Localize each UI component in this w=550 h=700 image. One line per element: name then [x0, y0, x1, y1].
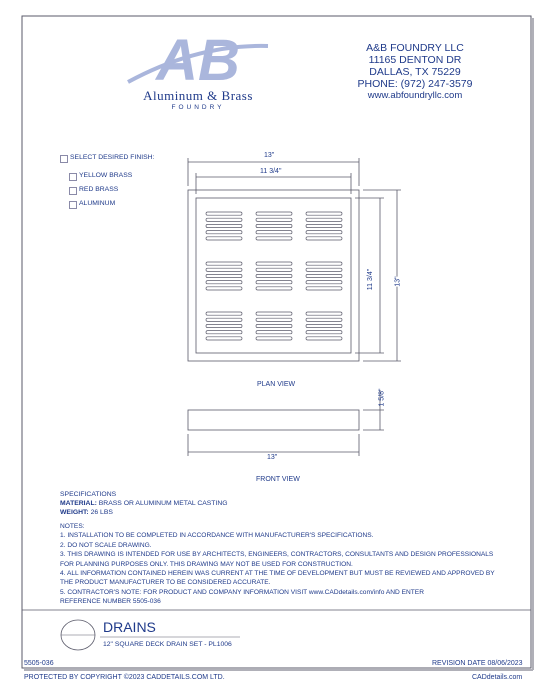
drain-slot — [306, 262, 342, 265]
drain-slot — [306, 318, 342, 321]
plan-inner-width-label: 11 3/4" — [260, 168, 282, 175]
drain-slot — [306, 324, 342, 327]
logo-monogram: AB — [156, 28, 240, 93]
drain-slot — [206, 224, 242, 227]
finish-red-brass-checkbox[interactable] — [69, 187, 77, 195]
plan-overall-height-label: 13" — [394, 276, 402, 287]
drawing-number: 5505-036 — [24, 660, 54, 667]
drain-slot — [256, 287, 292, 290]
logo-name: Aluminum & Brass — [143, 88, 253, 103]
note-line: 1. INSTALLATION TO BE COMPLETED IN ACCORDANCE WITH MANUFACTURER'S SPECIFICATIONS. — [60, 532, 374, 540]
finish-heading: SELECT DESIRED FINISH: — [70, 154, 155, 161]
spec-heading: SPECIFICATIONS — [60, 491, 117, 498]
note-line: THE PRODUCT MANUFACTURER TO BE CONSIDERED ACCURATE. — [60, 579, 271, 587]
drawing-title: DRAINS — [103, 619, 156, 635]
finish-option-red-brass: RED BRASS — [79, 186, 119, 193]
drain-slot — [206, 262, 242, 265]
company-website[interactable]: www.abfoundryllc.com — [367, 90, 463, 101]
drain-slot — [256, 224, 292, 227]
drain-slot — [206, 324, 242, 327]
drain-slot — [306, 337, 342, 340]
plan-view-label: PLAN VIEW — [257, 381, 296, 388]
drain-slot — [206, 331, 242, 334]
drain-slot — [306, 331, 342, 334]
drain-slot — [206, 274, 242, 277]
drain-slot — [306, 218, 342, 221]
company-name: A&B FOUNDRY LLC — [366, 42, 464, 54]
drain-slot — [206, 312, 242, 315]
drawing-subtitle: 12" SQUARE DECK DRAIN SET - PL1006 — [103, 641, 232, 648]
spec-weight-value: 26 LBS — [90, 509, 113, 516]
finish-option-yellow-brass: YELLOW BRASS — [79, 172, 133, 179]
drain-slot — [306, 268, 342, 271]
drain-slot — [206, 281, 242, 284]
drain-slot — [256, 218, 292, 221]
drain-slot — [256, 231, 292, 234]
drain-slot — [256, 318, 292, 321]
company-phone: PHONE: (972) 247-3579 — [357, 78, 473, 90]
drain-slot — [256, 212, 292, 215]
drain-slot — [206, 337, 242, 340]
front-view-label: FRONT VIEW — [256, 476, 300, 483]
drain-slot — [206, 218, 242, 221]
finish-yellow-brass-checkbox[interactable] — [69, 173, 77, 181]
specifications — [60, 490, 228, 517]
finish-heading-checkbox[interactable] — [60, 155, 68, 163]
drain-slots — [206, 212, 342, 340]
copyright-notice: PROTECTED BY COPYRIGHT ©2023 CADDETAILS.COM LTD. — [24, 674, 225, 681]
company-info — [340, 42, 490, 102]
drain-slot — [256, 331, 292, 334]
revision-date: REVISION DATE 08/06/2023 — [432, 660, 523, 667]
note-line: 5. CONTRACTOR'S NOTE: FOR PRODUCT AND COMPANY INFORMATION VISIT www.CADdetails.com/info AND ENTER — [60, 588, 424, 596]
drain-slot — [206, 268, 242, 271]
drain-slot — [306, 274, 342, 277]
notes-heading: NOTES: — [60, 523, 85, 530]
note-line: REFERENCE NUMBER 5505-036 — [60, 598, 161, 606]
drain-slot — [306, 281, 342, 284]
drain-slot — [256, 274, 292, 277]
drain-slot — [256, 312, 292, 315]
drain-slot — [306, 231, 342, 234]
spec-weight-label: WEIGHT: — [60, 509, 89, 516]
front-view-drawing — [188, 390, 384, 456]
note-line: FOR PLANNING PURPOSES ONLY. THIS DRAWING MAY NOT BE USED FOR CONSTRUCTION. — [60, 560, 353, 568]
drain-slot — [206, 212, 242, 215]
plan-overall-width-label: 13" — [264, 152, 275, 159]
note-line: 4. ALL INFORMATION CONTAINED HEREIN WAS CURRENT AT THE TIME OF DEVELOPMENT BUT MUST BE REVIEWED AND APPROVED BY — [60, 570, 495, 578]
notes — [60, 522, 495, 607]
plan-inner-height-label: 11 3/4" — [367, 268, 375, 291]
drain-slot — [256, 281, 292, 284]
company-address: 11165 DENTON DR — [368, 54, 462, 66]
spec-material-value: BRASS OR ALUMINUM METAL CASTING — [98, 500, 228, 507]
spec-material-label: MATERIAL: — [60, 500, 97, 507]
front-width-label: 13" — [267, 454, 278, 461]
drain-slot — [306, 224, 342, 227]
logo-monogram-icon — [118, 24, 278, 94]
company-city: DALLAS, TX 75229 — [369, 66, 461, 78]
drain-slot — [206, 237, 242, 240]
drain-slot — [256, 337, 292, 340]
drain-slot — [206, 231, 242, 234]
drain-slot — [256, 237, 292, 240]
drain-slot — [256, 262, 292, 265]
finish-option-aluminum: ALUMINUM — [79, 200, 116, 207]
caddetails-link[interactable]: CADdetails.com — [472, 674, 523, 681]
logo-sub: FOUNDRY — [171, 104, 225, 111]
drain-slot — [306, 212, 342, 215]
drain-slot — [206, 318, 242, 321]
drain-slot — [306, 237, 342, 240]
note-line: 2. DO NOT SCALE DRAWING. — [60, 541, 152, 549]
drain-slot — [256, 324, 292, 327]
drain-slot — [306, 287, 342, 290]
drain-slot — [306, 312, 342, 315]
front-height-label: 1 5/8" — [378, 388, 386, 407]
drain-slot — [256, 268, 292, 271]
company-logo — [118, 24, 278, 120]
finish-aluminum-checkbox[interactable] — [69, 201, 77, 209]
drain-slot — [206, 287, 242, 290]
note-line: 3. THIS DRAWING IS INTENDED FOR USE BY ARCHITECTS, ENGINEERS, CONTRACTORS, CONSULTANTS AND DESIGN PROFESSIONALS — [60, 551, 494, 559]
